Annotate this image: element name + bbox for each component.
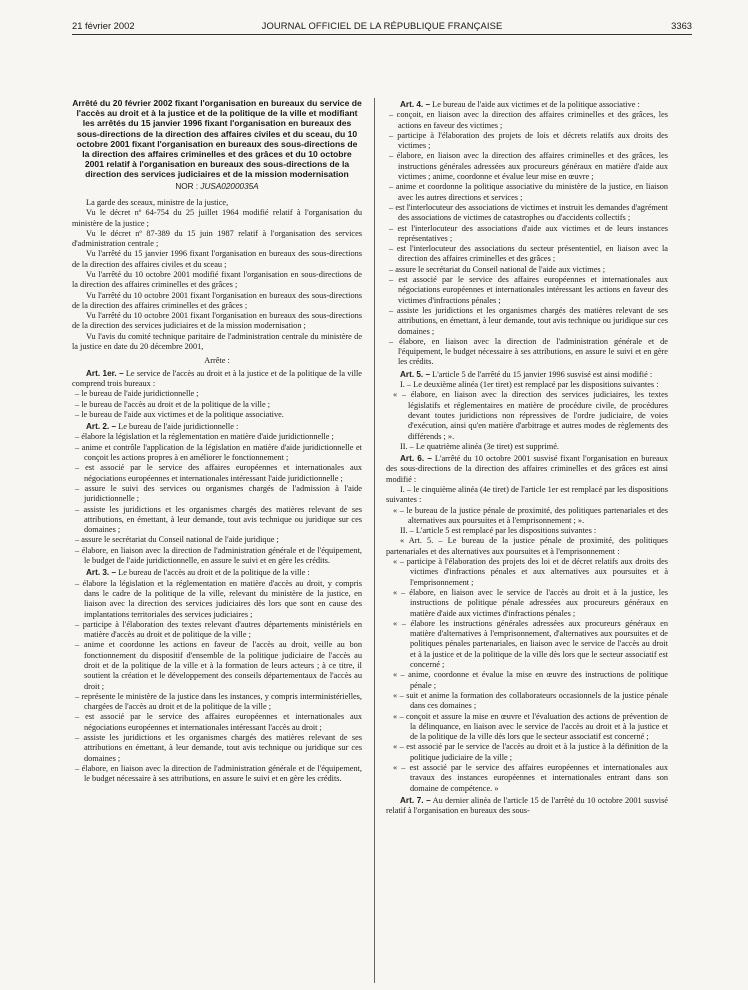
- list-item: – assure le suivi des services ou organismes chargés de l'admission à l'aide juridictionnelle ;: [72, 484, 362, 505]
- list-item: – élabore, en liaison avec la direction des affaires criminelles et des grâces, les instructions générales adressées aux procureurs généraux en matière d'aide aux victimes ; anime, coordonne et évalue leur mise en œuvre ;: [386, 151, 668, 182]
- list-item: – assiste les juridictions et les organismes chargés des matières relevant de ses attributions, en émettant, à leur demande, tout avis technique ou juridique sur ces domaines ;: [72, 505, 362, 536]
- article-3-list: [72, 579, 362, 785]
- list-item: – le bureau de l'aide juridictionnelle ;: [72, 389, 362, 399]
- article-5-quote: [386, 390, 668, 441]
- article-2-text: Le bureau de l'aide juridictionnelle :: [118, 422, 239, 432]
- preamble-line: Vu l'avis du comité technique paritaire de l'administration centrale du ministère de la justice en date du 20 décembre 2001,: [72, 331, 362, 352]
- list-item: – anime et contrôle l'application de la législation en matière d'aide juridictionnelle et conçoit les actions propres à en améliorer le fonctionnement ;: [72, 443, 362, 464]
- header-journal-title: JOURNAL OFFICIEL DE LA RÉPUBLIQUE FRANÇAISE: [261, 20, 503, 31]
- article-4-text: Le bureau de l'aide aux victimes et de la politique associative :: [432, 100, 640, 109]
- preamble-line: Vu le décret nº 64-754 du 25 juillet 1964 modifié relatif à l'organisation du ministère de la justice ;: [72, 208, 362, 228]
- article-5-part-ii: II. – Le quatrième alinéa (3e tiret) est supprimé.: [400, 441, 559, 451]
- nor-label: NOR :: [175, 181, 199, 191]
- article-2: [72, 422, 362, 432]
- list-item: – le bureau de l'aide aux victimes et de la politique associative.: [72, 410, 362, 420]
- list-item: – est l'interlocuteur des associations d'aide aux victimes et de leurs instances représentatives ;: [386, 224, 668, 245]
- list-item: – assure le secrétariat du Conseil national de l'aide juridique ;: [72, 535, 362, 545]
- list-item: – est associé par le service des affaires européennes et internationales aux négociations européennes et internationales intéressant l'accès au droit ;: [72, 712, 362, 733]
- article-4-list: [386, 110, 668, 367]
- nor-reference: [72, 182, 362, 192]
- quoted-item: « – anime, coordonne et évalue la mise en œuvre des instructions de politique pénale ;: [386, 670, 668, 691]
- article-7: [386, 796, 668, 817]
- article-3-label: Art. 3. –: [86, 568, 117, 578]
- article-5-part-i: I. – Le deuxième alinéa (1er tiret) est remplacé par les dispositions suivantes :: [400, 380, 659, 390]
- article-4-label: Art. 4. –: [400, 100, 431, 109]
- quoted-item: « – conçoit et assure la mise en œuvre et l'évaluation des actions de prévention de la délinquance, en liaison avec le service de l'accès au droit et à la justice et de la politique de la ville dès lors que le secteur associatif est concerné ;: [386, 712, 668, 743]
- article-7-label: Art. 7. –: [400, 795, 431, 805]
- list-item: – élabore la législation et la réglementation en matière d'aide juridictionnelle ;: [72, 432, 362, 442]
- article-1-label: Art. 1er. –: [86, 368, 124, 378]
- preamble-line: Vu le décret nº 87-389 du 15 juin 1987 relatif à l'organisation des services d'administration centrale ;: [72, 228, 362, 249]
- nor-value: JUSA0200035A: [200, 181, 259, 191]
- right-column: [386, 98, 668, 816]
- arrete-heading: Arrête :: [204, 356, 230, 366]
- preamble-line: Vu l'arrêté du 10 octobre 2001 modifié fixant l'organisation en sous-directions de la direction des affaires criminelles et des grâces ;: [72, 270, 362, 290]
- quoted-item: « – élabore, en liaison avec le service de l'accès au droit et à la justice, les instructions de politique pénale adressées aux procureurs généraux en matière d'aide aux victimes d'infractions pénales ;: [386, 588, 668, 619]
- list-item: – est associé par le service des affaires européennes et internationales aux négociations européennes et internationales intéressant l'aide juridictionnelle ;: [72, 463, 362, 484]
- header-date: 21 février 2002: [72, 20, 135, 31]
- list-item: – conçoit, en liaison avec la direction des affaires criminelles et des grâces, les actions en faveur des victimes ;: [386, 110, 668, 131]
- list-item: – élabore, en liaison avec la direction de l'administration générale et de l'équipement, le budget de l'aide juridictionnelle, en assure le suivi et en gère les crédits.: [72, 546, 362, 567]
- list-item: – élabore, en liaison avec la direction de l'administration générale et de l'équipement, le budget nécessaire à ses attributions, en assure le suivi et en gère les crédits.: [386, 337, 668, 368]
- list-item: – assiste les juridictions et les organismes chargés des matières relevant de ses attributions en émettant, à leur demande, tout avis technique ou juridique sur ces domaines ;: [72, 733, 362, 764]
- article-5: [386, 370, 668, 380]
- article-1: [72, 369, 362, 390]
- article-6-list: [386, 557, 668, 794]
- list-item: – est l'interlocuteur des associations du secteur présententiel, en liaison avec la direction des affaires criminelles et des grâces ;: [386, 244, 668, 265]
- quoted-item: « – participe à l'élaboration des projets des loi et de décret relatifs aux droits des victimes d'infractions pénales et aux alternatives aux poursuites et à l'emprisonnement ;: [386, 557, 668, 588]
- article-6-new-article-5: « Art. 5. – Le bureau de la justice pénale de proximité, des politiques partenariales et des alternatives aux poursuites et à l'emprisonnement :: [386, 536, 668, 556]
- list-item: – élabore la législation et la réglementation en matière d'accès au droit, y compris dans le cadre de la politique de la ville, relevant du ministère de la justice, en liaison avec la direction des services judiciaires dès lors que sont en cause des implantations territoriales des services judiciaires ;: [72, 579, 362, 620]
- article-5-text: L'article 5 de l'arrêté du 15 janvier 1996 susvisé est ainsi modifié :: [432, 369, 653, 379]
- article-6: [386, 454, 668, 485]
- decree-title: Arrêté du 20 février 2002 fixant l'organisation en bureaux du service de l'accès au droit et à la justice et de la politique de la ville et modifiant les arrêtés du 15 janvier 1996 fixant l'organisation en bureaux des sous-directions de la direction des affaires civiles et du sceau, du 10 octobre 2001 fixant l'organisation en bureaux des sous-directions de la direction des affaires criminelles et des grâces et du 10 octobre 2001 relatif à l'organisation en bureaux des sous-directions de la direction des services judiciaires et de la mission modernisation: [72, 98, 362, 180]
- list-item: – participe à l'élaboration des textes relevant d'autres départements ministériels en matière d'accès au droit et de politique de la ville ;: [72, 620, 362, 641]
- list-item: – assiste les juridictions et les organismes chargés des matières relevant de ses attributions, en émettant, à leur demande, tout avis technique ou juridique sur ces domaines ;: [386, 306, 668, 337]
- column-divider: [374, 98, 375, 983]
- article-1-text: Le service de l'accès au droit et à la justice et de la politique de la ville comprend trois bureaux :: [72, 368, 362, 388]
- quoted-item: « – est associé par le service de l'accès au droit et à la justice à la définition de la politique judiciaire de la ville ;: [386, 742, 668, 763]
- list-item: – est l'interlocuteur des associations de victimes et instruit les demandes d'agrément des associations de victimes de catastrophes ou d'accidents collectifs ;: [386, 203, 668, 224]
- article-5-label: Art. 5. –: [400, 369, 431, 379]
- article-6-text: L'arrêté du 10 octobre 2001 susvisé fixant l'organisation en bureaux des sous-directions de la direction des affaires criminelles et des grâces est ainsi modifié :: [386, 454, 669, 484]
- article-6-part-i: I. – le cinquième alinéa (4e tiret) de l'article 1er est remplacé par les dispositions suivantes :: [386, 484, 668, 505]
- article-2-label: Art. 2. –: [86, 422, 117, 432]
- preamble-line: Vu l'arrêté du 15 janvier 1996 fixant l'organisation en bureaux des sous-directions de la direction des affaires civiles et du sceau ;: [72, 249, 362, 269]
- quoted-item: « – suit et anime la formation des collaborateurs occasionnels de la justice pénale dans ces domaines ;: [386, 691, 668, 712]
- preamble-line: La garde des sceaux, ministre de la justice,: [86, 197, 229, 207]
- list-item: – le bureau de l'accès au droit et de la politique de la ville ;: [72, 400, 362, 410]
- article-3: [72, 568, 362, 578]
- left-column: [72, 98, 362, 785]
- list-item: – anime et coordonne la politique associative du ministère de la justice, en liaison avec les autres directions et services ;: [386, 182, 668, 203]
- list-item: – représente le ministère de la justice dans les instances, y compris interministérielles, chargées de l'accès au droit et de la politique de la ville ;: [72, 692, 362, 713]
- article-3-text: Le bureau de l'accès au droit et de la politique de la ville :: [118, 568, 310, 578]
- article-2-list: [72, 432, 362, 566]
- list-item: – est associé par le service des affaires européennes et internationales aux négociations européennes et internationales intéressant les actions en faveur des victimes d'infractions pénales ;: [386, 275, 668, 306]
- article-6-label: Art. 6. –: [400, 454, 432, 464]
- list-item: – participe à l'élaboration des projets de lois et décrets relatifs aux droits des victimes ;: [386, 131, 668, 152]
- quoted-item: « – est associé par le service des affaires européennes et internationales aux travaux des instances européennes et internationales entrant dans son domaine de compétence. »: [386, 763, 668, 794]
- list-item: – assure le secrétariat du Conseil national de l'aide aux victimes ;: [386, 265, 668, 275]
- article-6-quote: [386, 506, 668, 527]
- quoted-item: « – le bureau de la justice pénale de proximité, des politiques partenariales et des alternatives aux poursuites et à l'emprisonnement ; ».: [386, 506, 668, 527]
- list-item: – élabore, en liaison avec la direction de l'administration générale et de l'équipement, le budget nécessaire à ses attributions, en assure le suivi et en gère les crédits.: [72, 764, 362, 785]
- quoted-item: « – élabore les instructions générales adressées aux procureurs généraux en matière d'alternatives à l'emprisonnement, d'alternatives aux poursuites et de politiques pénales partenariales, en liaison avec le service de l'accès au droit et à la justice et de la politique de la ville dès lors que le secteur associatif est concerné ;: [386, 619, 668, 670]
- list-item: – anime et coordonne les actions en faveur de l'accès au droit, veille au bon fonctionnement du dispositif d'ensemble de la politique judiciaire de l'accès au droit et de la politique de la ville et à la formation de leurs acteurs ; à ce titre, il soutient la création et le développement des conseils départementaux de l'accès au droit ;: [72, 640, 362, 691]
- preamble-line: Vu l'arrêté du 10 octobre 2001 fixant l'organisation en bureaux des sous-directions de la direction des services judiciaires et de la mission modernisation ;: [72, 311, 362, 331]
- article-7-text: Au dernier alinéa de l'article 15 de l'arrêté du 10 octobre 2001 susvisé relatif à l'organisation en bureaux des sous-: [386, 795, 668, 816]
- article-6-part-ii: II. – L'article 5 est remplacé par les dispositions suivantes :: [400, 526, 597, 536]
- article-4: [386, 100, 668, 110]
- header-page-number: 3363: [671, 20, 692, 31]
- quoted-item: « – élabore, en liaison avec la direction des services judiciaires, les textes législatifs et réglementaires en matière de procédure civile, de procédures devant toutes juridictions non répressives de l'ordre judiciaire, de voies d'exécution, ainsi qu'en matière d'arbitrage et autres modes de règlements des différends ; ».: [386, 390, 668, 441]
- preamble-line: Vu l'arrêté du 10 octobre 2001 fixant l'organisation en bureaux des sous-directions de la direction des affaires criminelles et des grâces ;: [72, 290, 362, 310]
- header-rule: [72, 34, 692, 35]
- article-1-list: [72, 389, 362, 420]
